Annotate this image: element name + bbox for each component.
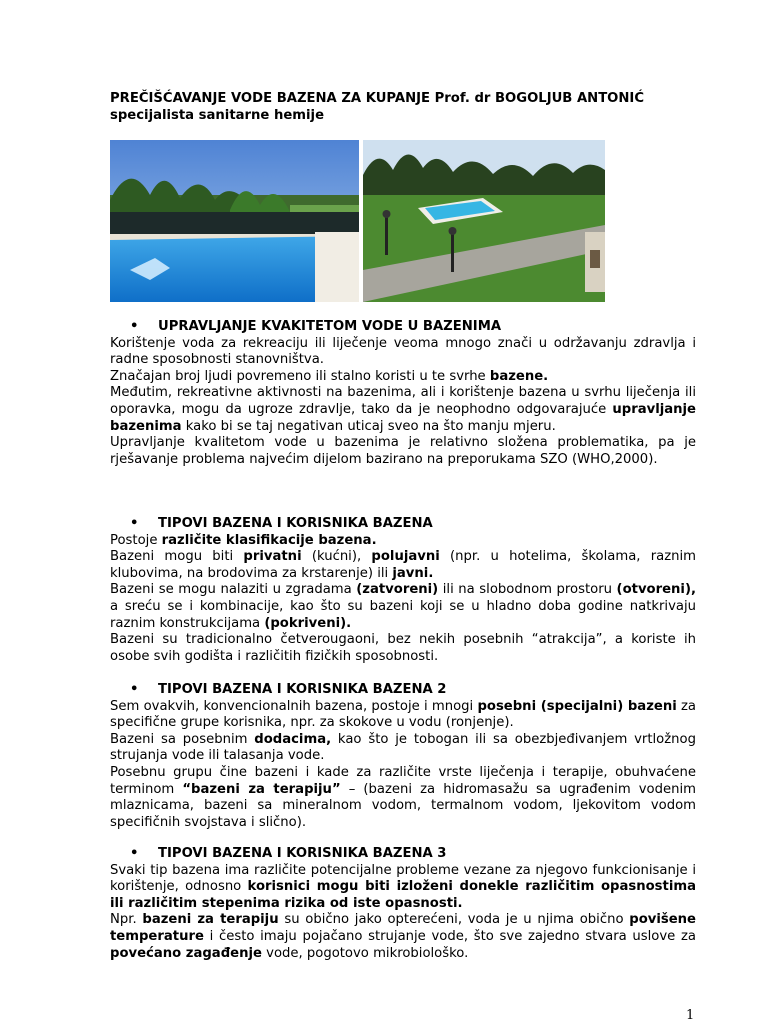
paragraph: Sem ovakvih, konvencionalnih bazena, postoje i mnogi posebni (specijalni) bazeni za specifične grupe korisnika, npr. za skokove u vodu (ronjenje).	[110, 698, 696, 731]
paragraph: Bazeni mogu biti privatni (kućni), polujavni (npr. u hotelima, školama, raznim klubovima, na brodovima za krstarenje) ili javni.	[110, 549, 697, 581]
pool-photo-right	[363, 140, 605, 302]
page-number: 1	[686, 1008, 695, 1023]
paragraph: Bazeni se mogu nalaziti u zgradama (zatvoreni) ili na slobodnom prostoru (otvoreni), a sreću se i kombinacije, kao što su bazeni koji se u hladno doba godine natkrivaju raznim konstrukcijama (pokriveni).	[110, 582, 696, 631]
section-pool-types-2	[110, 682, 696, 831]
section-water-quality	[110, 319, 696, 468]
paragraph: Npr. bazeni za terapiju su obično jako opterećeni, voda je u njima obično povišene temperature i često imaju pojačano strujanje vode, što sve zajedno stvara uslove za povećano zagađenje vode, pogotovo mikrobiološko.	[110, 912, 696, 961]
pool-photo-left	[110, 140, 359, 302]
paragraph: Bazeni sa posebnim dodacima, kao što je tobogan ili sa obezbjeđivanjem vrtložnog strujanja vode ili talasanja vode.	[110, 731, 696, 764]
section-heading: • TIPOVI BAZENA I KORISNIKA BAZENA 2	[130, 682, 447, 697]
section-pool-types	[110, 516, 696, 665]
paragraph: Korištenje voda za rekreaciju ili liječenje veoma mnogo znači u održavanju zdravlja i radne sposobnosti stanovništva.	[110, 335, 696, 368]
paragraph: Upravljanje kvalitetom vode u bazenima je relativno složena problematika, pa je rješavanje problema najvećim dijelom bazirano na preporukama SZO (WHO,2000).	[110, 435, 696, 467]
paragraph: Bazeni su tradicionalno četverougaoni, bez nekih posebnih “atrakcija”, a koriste ih osobe svih godišta i različitih fizičkih sposobnosti.	[110, 632, 696, 664]
paragraph: Postoje različite klasifikacije bazena.	[110, 532, 377, 548]
section-pool-types-3	[110, 846, 696, 962]
pool-photos	[110, 140, 605, 302]
paragraph: Svaki tip bazena ima različite potencijalne probleme vezane za njegovo funkcionisanje i korištenje, odnosno korisnici mogu biti izloženi donekle različitim opasnostima ili različitim stepenima rizika od iste opasnosti.	[110, 862, 696, 911]
paragraph: Međutim, rekreativne aktivnosti na bazenima, ali i korištenje bazena u svrhu liječenja ili oporavka, mogu da ugroze zdravlje, tako da je neophodno odgovarajuće upravljanje bazenima kako bi se taj negativan uticaj sveo na što manju mjeru.	[110, 385, 696, 434]
title-line-2: specijalista sanitarne hemije	[110, 108, 325, 123]
paragraph: Posebnu grupu čine bazeni i kade za različite vrste liječenja i terapije, obuhvaćene terminom “bazeni za terapiju” – (bazeni za hidromasažu sa ugrađenim vodenim mlaznicama, bazeni sa mineralnom vodom, termalnom vodom, ljekovitom vodom specifičnih svojstava i slično).	[110, 764, 696, 830]
section-heading: • TIPOVI BAZENA I KORISNIKA BAZENA 3	[130, 846, 447, 861]
document-title	[110, 90, 696, 124]
title-line-1: PREČIŠĆAVANJE VODE BAZENA ZA KUPANJE Prof. dr BOGOLJUB ANTONIĆ	[110, 91, 645, 106]
section-heading: • UPRAVLJANJE KVAKITETOM VODE U BAZENIMA	[130, 319, 502, 334]
paragraph: Značajan broj ljudi povremeno ili stalno koristi u te svrhe bazene.	[110, 368, 549, 384]
section-heading: • TIPOVI BAZENA I KORISNIKA BAZENA	[130, 516, 433, 531]
